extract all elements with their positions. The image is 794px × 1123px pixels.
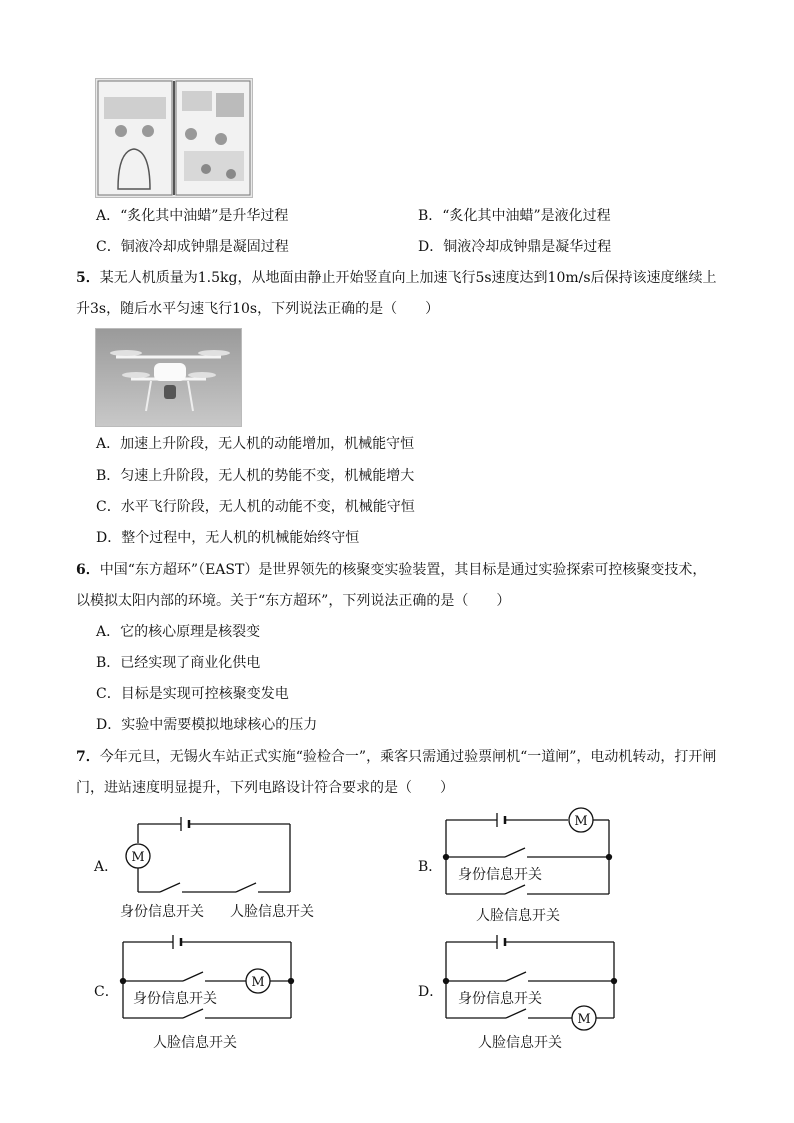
circuit-d	[418, 935, 617, 1051]
q5-option-a: A．加速上升阶段，无人机的动能增加，机械能守恒	[96, 436, 415, 452]
motor-label: M	[574, 814, 588, 829]
circuit-c-label: C．	[94, 984, 119, 1000]
circuit-c-id-switch-label: 身份信息开关	[133, 991, 217, 1007]
q7-stem-text1: 今年元旦，无锡火车站正式实施“验检合一”，乘客只需通过验票闸机“一道闸”，电动机转动，打开闸	[99, 749, 717, 765]
circuit-a	[93, 817, 314, 920]
circuit-c	[94, 935, 294, 1051]
ancient-book-image	[95, 78, 253, 198]
face-switch-icon	[506, 1009, 526, 1018]
circuit-diagrams	[0, 805, 794, 1060]
face-switch-icon	[236, 883, 256, 892]
drone-image	[95, 328, 242, 427]
q6-stem-text1: 中国“东方超环”（EAST）是世界领先的核聚变实验装置，其目标是通过实验探索可控核聚变技术，	[99, 562, 707, 578]
id-switch-icon	[505, 848, 525, 857]
circuit-a-id-switch-label: 身份信息开关	[120, 904, 204, 920]
q6-stem-line1	[76, 560, 706, 580]
q7-stem-line2: 门，进站速度明显提升，下列电路设计符合要求的是（ ）	[76, 780, 454, 796]
circuit-b-id-switch-label: 身份信息开关	[458, 867, 542, 883]
id-switch-icon	[183, 972, 203, 981]
q5-option-b: B．匀速上升阶段，无人机的势能不变，机械能增大	[96, 468, 415, 484]
q4-option-a: A．“炙化其中油蜡”是升华过程	[96, 208, 289, 224]
circuit-c-face-switch-label: 人脸信息开关	[153, 1035, 237, 1051]
q6-option-d: D．实验中需要模拟地球核心的压力	[96, 717, 318, 733]
circuit-d-label: D．	[418, 984, 444, 1000]
circuit-b	[418, 808, 612, 924]
circuit-d-id-switch-label: 身份信息开关	[458, 991, 542, 1007]
motor-label: M	[131, 850, 145, 865]
drone-illustration	[96, 329, 241, 426]
q4-option-c: C．铜液冷却成钟鼎是凝固过程	[96, 239, 289, 255]
q5-stem-line1	[76, 268, 717, 288]
circuit-b-face-switch-label: 人脸信息开关	[476, 908, 560, 924]
q5-option-c: C．水平飞行阶段，无人机的动能不变，机械能守恒	[96, 499, 415, 515]
ancient-book-illustration	[96, 79, 252, 197]
q7-stem-line1	[76, 747, 716, 767]
face-switch-icon	[505, 885, 525, 894]
q5-option-d: D．整个过程中，无人机的机械能始终守恒	[96, 530, 360, 546]
id-switch-icon	[506, 972, 526, 981]
q4-option-b: B．“炙化其中油蜡”是液化过程	[418, 208, 611, 224]
q5-stem-line2: 升3s，随后水平匀速飞行10s，下列说法正确的是（ ）	[76, 301, 440, 317]
q6-option-b: B．已经实现了商业化供电	[96, 655, 261, 671]
face-switch-icon	[183, 1009, 203, 1018]
id-switch-icon	[160, 883, 180, 892]
motor-label: M	[577, 1012, 591, 1027]
q5-number: 5．	[76, 270, 100, 286]
q6-option-c: C．目标是实现可控核聚变发电	[96, 686, 289, 702]
circuit-a-label: A．	[94, 859, 119, 875]
q6-option-a: A．它的核心原理是核裂变	[96, 624, 261, 640]
circuit-d-face-switch-label: 人脸信息开关	[478, 1035, 562, 1051]
q6-number: 6．	[76, 562, 100, 578]
circuit-b-label: B．	[418, 859, 443, 875]
q6-stem-line2: 以模拟太阳内部的环境。关于“东方超环”，下列说法正确的是（ ）	[76, 593, 511, 609]
motor-label: M	[251, 975, 265, 990]
circuit-a-face-switch-label: 人脸信息开关	[230, 904, 314, 920]
q5-stem-text1: 某无人机质量为1.5kg，从地面由静止开始竖直向上加速飞行5s速度达到10m/s后保持该速度继续上	[99, 270, 717, 286]
q4-option-d: D．铜液冷却成钟鼎是凝华过程	[418, 239, 612, 255]
q7-number: 7．	[76, 749, 100, 765]
